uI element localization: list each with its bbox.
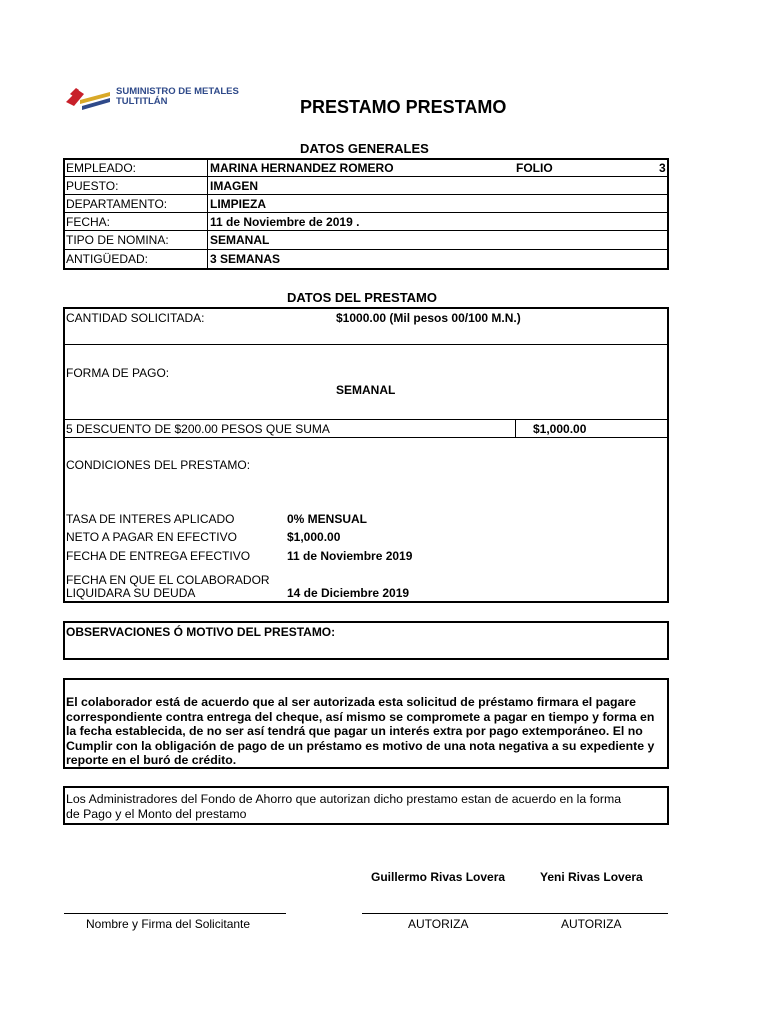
entrega-label: FECHA DE ENTREGA EFECTIVO — [66, 549, 251, 563]
autoriza1-name: Guillermo Rivas Lovera — [371, 870, 506, 884]
descuento-total: $1,000.00 — [533, 422, 587, 436]
company-name-line2: TULTITLÁN — [116, 96, 168, 107]
autoriza1-role: AUTORIZA — [408, 917, 469, 931]
value-antiguedad: 3 SEMANAS — [210, 252, 281, 266]
folio-label: FOLIO — [516, 161, 553, 175]
page-title: PRESTAMO PRESTAMO — [300, 97, 507, 117]
signature-line-autoriza — [362, 913, 668, 914]
row-divider — [63, 230, 669, 231]
row-divider — [63, 419, 669, 420]
row-divider — [63, 176, 669, 177]
label-tipo-nomina: TIPO DE NOMINA: — [66, 233, 169, 247]
row-divider — [63, 194, 669, 195]
entrega-value: 11 de Noviembre 2019 — [287, 549, 413, 563]
label-empleado: EMPLEADO: — [66, 161, 137, 175]
row-divider — [63, 344, 669, 345]
condiciones-label: CONDICIONES DEL PRESTAMO: — [66, 458, 251, 472]
acuerdo-text — [66, 695, 654, 768]
acuerdo-line: El colaborador está de acuerdo que al ser autorizada esta solicitud de préstamo firmara el pagare — [66, 695, 636, 709]
administradores-line: de Pago y el Monto del prestamo — [66, 806, 247, 821]
acuerdo-line: correspondiente contra entrega del cheque, así mismo se compromete a pagar en tiempo y forma en — [66, 709, 655, 724]
liquida-value: 14 de Diciembre 2019 — [287, 586, 410, 600]
cell-divider — [515, 419, 516, 437]
acuerdo-line: reporte en el buró de crédito. — [66, 753, 237, 767]
table-divider — [207, 158, 208, 270]
value-puesto: IMAGEN — [210, 179, 258, 193]
liquida-label-1: FECHA EN QUE EL COLABORADOR — [66, 573, 270, 587]
descuento-text: 5 DESCUENTO DE $200.00 PESOS QUE SUMA — [66, 422, 330, 436]
observaciones-label: OBSERVACIONES Ó MOTIVO DEL PRESTAMO: — [66, 625, 336, 639]
cantidad-value: $1000.00 (Mil pesos 00/100 M.N.) — [336, 311, 521, 325]
row-divider — [63, 437, 669, 438]
autoriza2-name: Yeni Rivas Lovera — [540, 870, 643, 884]
row-divider — [63, 212, 669, 213]
value-fecha: 11 de Noviembre de 2019 . — [210, 215, 360, 229]
administradores-line: Los Administradores del Fondo de Ahorro que autorizan dicho prestamo estan de acuerdo en la forma — [66, 792, 622, 806]
label-fecha: FECHA: — [66, 215, 111, 229]
company-name-line1: SUMINISTRO DE METALES — [116, 86, 239, 97]
cantidad-label: CANTIDAD SOLICITADA: — [66, 311, 205, 325]
administradores-text — [66, 792, 621, 821]
datos-generales-heading: DATOS GENERALES — [300, 141, 429, 156]
datos-prestamo-heading: DATOS DEL PRESTAMO — [287, 290, 437, 305]
tasa-value: 0% MENSUAL — [287, 512, 368, 526]
forma-pago-label: FORMA DE PAGO: — [66, 366, 170, 380]
label-antiguedad: ANTIGÜEDAD: — [66, 252, 149, 266]
neto-value: $1,000.00 — [287, 530, 341, 544]
value-tipo-nomina: SEMANAL — [210, 233, 270, 247]
row-divider — [63, 249, 669, 250]
tasa-label: TASA DE INTERES APLICADO — [66, 512, 235, 526]
forma-pago-value: SEMANAL — [336, 383, 396, 397]
solicitante-label: Nombre y Firma del Solicitante — [86, 917, 251, 931]
liquida-label-2: LIQUIDARA SU DEUDA — [66, 586, 196, 600]
label-puesto: PUESTO: — [66, 179, 119, 193]
value-empleado: MARINA HERNANDEZ ROMERO — [210, 161, 394, 175]
autoriza2-role: AUTORIZA — [561, 917, 622, 931]
label-departamento: DEPARTAMENTO: — [66, 197, 168, 211]
company-name — [116, 87, 239, 107]
folio-value: 3 — [659, 161, 666, 175]
acuerdo-line: Cumplir con la obligación de pago de un préstamo es motivo de una nota negativa a su expediente y — [66, 738, 655, 753]
acuerdo-line: la fecha establecida, de no ser así tendrá que pagar un interés extra por pago extemporáneo. El no — [66, 724, 643, 738]
value-departamento: LIMPIEZA — [210, 197, 266, 211]
neto-label: NETO A PAGAR EN EFECTIVO — [66, 530, 237, 544]
signature-line-solicitante — [64, 913, 286, 914]
